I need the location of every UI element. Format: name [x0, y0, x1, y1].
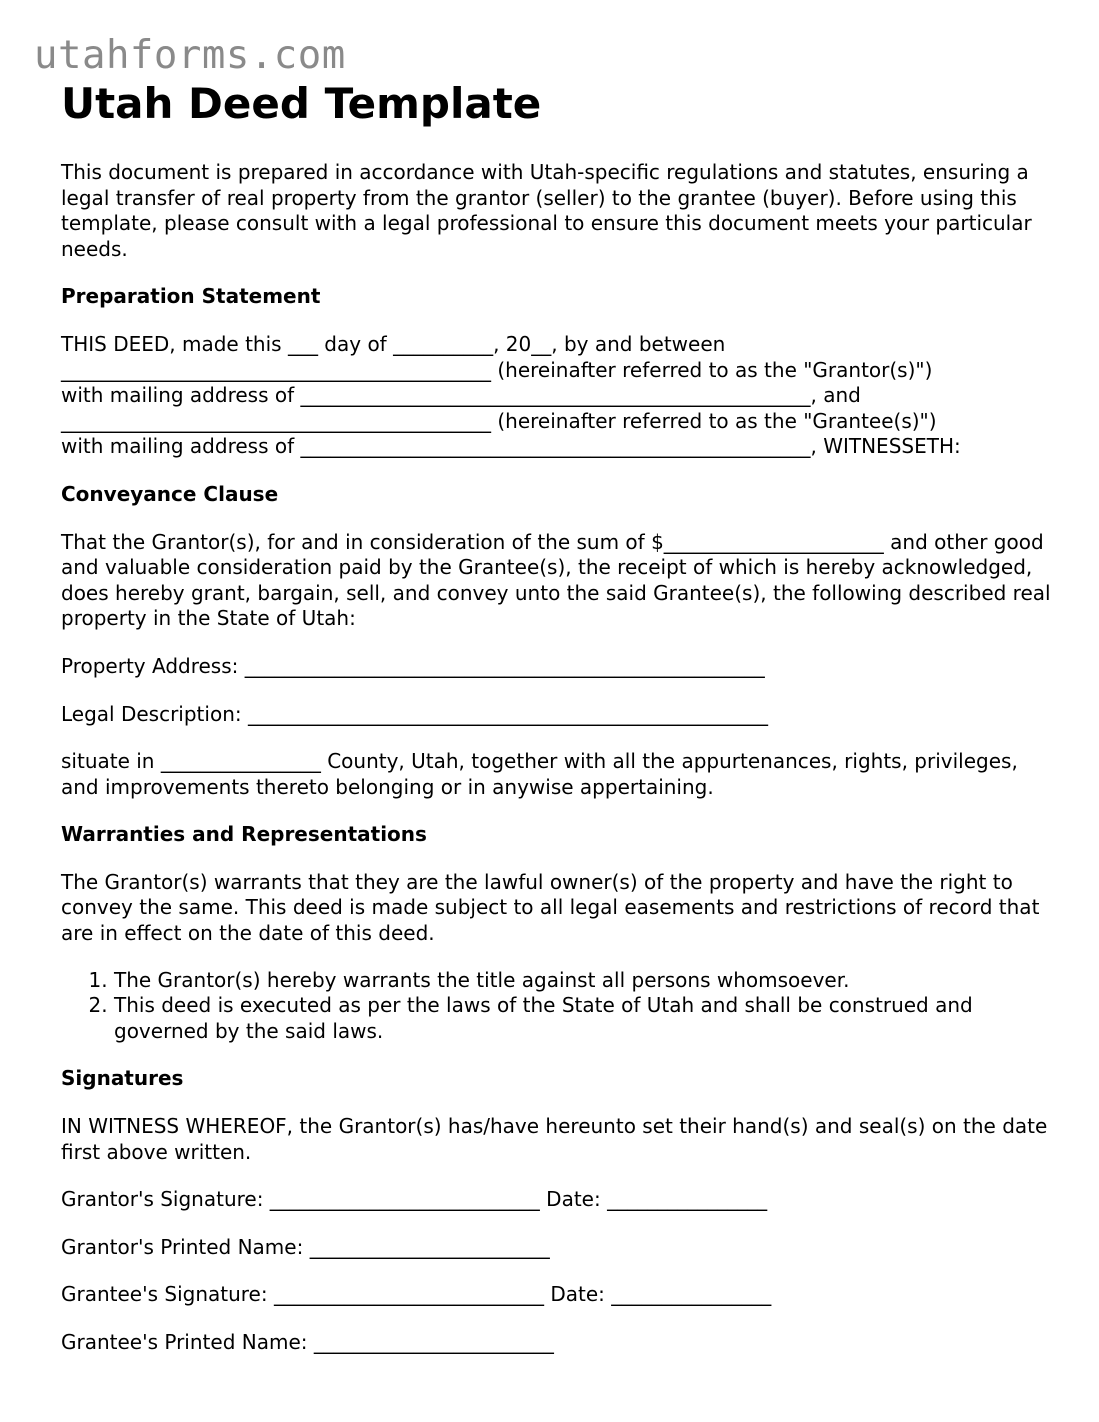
preparation-line-5: with mailing address of ___________________________________________________, WITNESSETH: — [61, 434, 961, 459]
conveyance-paragraph: That the Grantor(s), for and in consideration of the sum of $______________________ and other good and valuable consideration paid by the Grantee(s), the receipt of which is hereby acknowledged, does hereby grant, bargain, sell, and convey unto the said Grantee(s), the following described real property in the State of Utah: — [61, 529, 1057, 631]
witness-paragraph: IN WITNESS WHEREOF, the Grantor(s) has/have hereunto set their hand(s) and seal(s) on the date first above written. — [61, 1114, 1054, 1164]
site-watermark: utahforms.com — [34, 33, 346, 78]
warranties-paragraph: The Grantor(s) warrants that they are the lawful owner(s) of the property and have the right to convey the same. This deed is made subject to all legal easements and restrictions of record that are in effect on the date of this deed. — [61, 869, 1046, 946]
preparation-line-2: ___________________________________________ (hereinafter referred to as the "Grantor(s)") — [61, 357, 933, 382]
signatures-heading: Signatures — [61, 1066, 184, 1091]
grantor-printed-name-line: Grantor's Printed Name: ________________________ — [61, 1234, 550, 1259]
grantee-printed-name-line: Grantee's Printed Name: ________________________ — [61, 1330, 554, 1354]
situate-paragraph: situate in ________________ County, Utah, together with all the appurtenances, rights, privileges, and improvements thereto belonging or in anywise appertaining. — [61, 749, 1025, 799]
preparation-line-3: with mailing address of ___________________________________________________, and — [61, 383, 861, 408]
intro-paragraph: This document is prepared in accordance with Utah-specific regulations and statutes, ensuring a legal transfer of real property from the grantor (seller) to the grantee (buyer). Before using this template, please consult with a legal professional to ensure this document meets your particular needs. — [61, 160, 1039, 261]
grantee-signature-line: Grantee's Signature: ___________________________ Date: ________________ — [61, 1282, 772, 1307]
conveyance-heading: Conveyance Clause — [61, 481, 279, 506]
grantor-signature-line: Grantor's Signature: ___________________________ Date: ________________ — [61, 1187, 768, 1212]
preparation-statement — [61, 332, 1061, 460]
list-item: 2. This deed is executed as per the laws of the State of Utah and shall be construed and governed by the said laws. — [114, 993, 1061, 1044]
preparation-line-4: ___________________________________________ (hereinafter referred to as the "Grantee(s)") — [61, 408, 937, 433]
property-address-line: Property Address: ____________________________________________________ — [61, 653, 765, 678]
preparation-heading: Preparation Statement — [61, 284, 321, 309]
legal-description-line: Legal Description: ____________________________________________________ — [61, 701, 768, 726]
list-item: 1. The Grantor(s) hereby warrants the title against all persons whomsoever. — [114, 968, 1061, 994]
page-title: Utah Deed Template — [61, 79, 542, 128]
warranties-list — [61, 968, 1061, 1045]
warranties-heading: Warranties and Representations — [61, 822, 427, 847]
deed-document — [61, 80, 1061, 1378]
preparation-line-1: THIS DEED, made this ___ day of __________, 20__, by and between — [61, 331, 726, 356]
